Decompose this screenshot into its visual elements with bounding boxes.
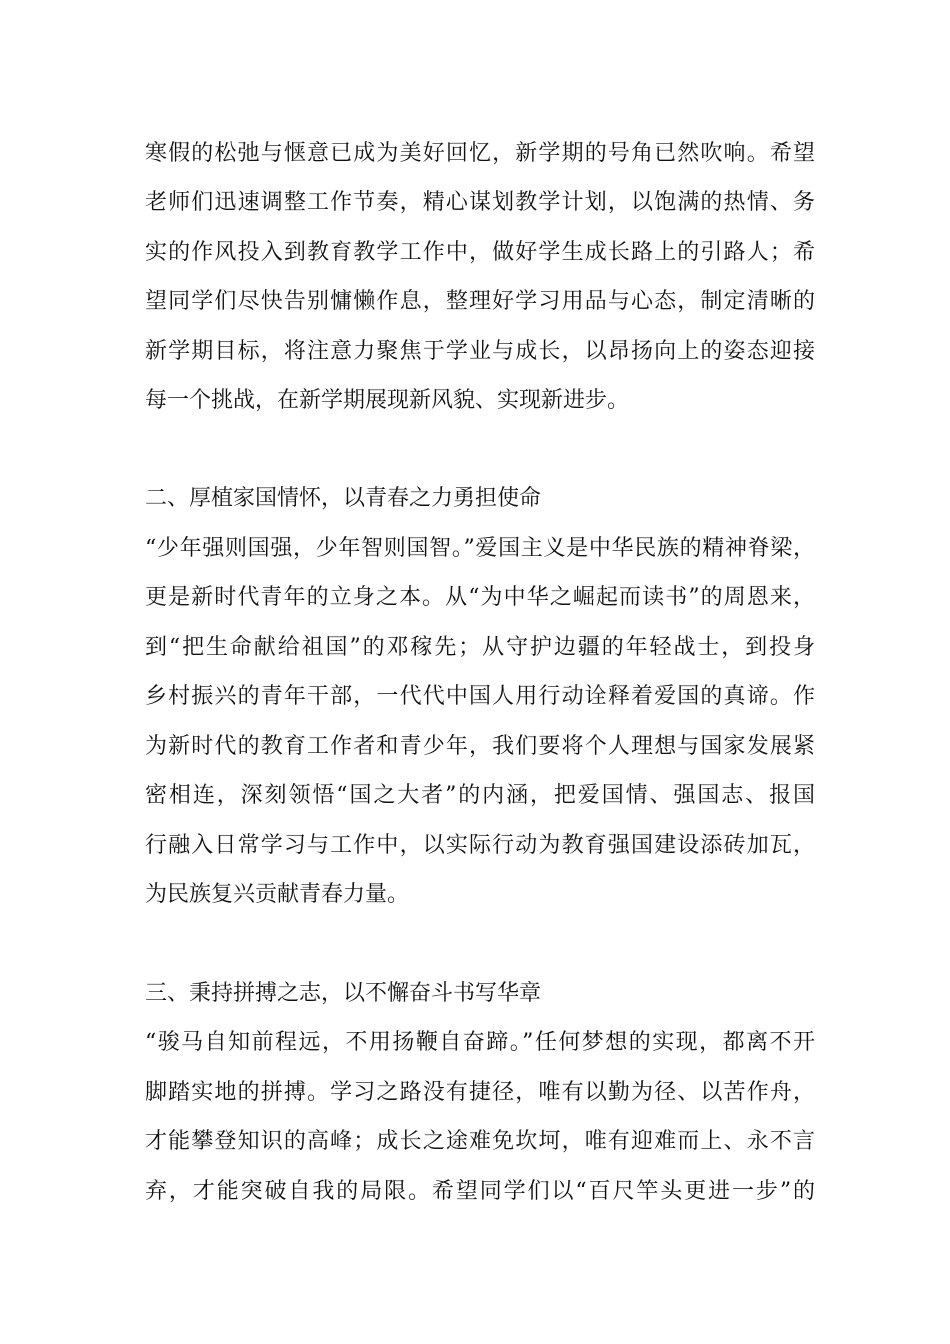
paragraph-line: 寒假的松弛与惬意已成为美好回忆，新学期的号角已然吹响。希望	[145, 141, 815, 166]
paragraph-line: 脚踏实地的拼搏。学习之路没有捷径，唯有以勤为径、以苦作舟，	[145, 1080, 815, 1105]
paragraph-line: “骏马自知前程远，不用扬鞭自奋蹄。”任何梦想的实现，都离不开	[145, 1030, 815, 1055]
section-heading: 二、厚植家国情怀，以青春之力勇担使命	[145, 486, 542, 511]
paragraph-line: 实的作风投入到教育教学工作中，做好学生成长路上的引路人；希	[145, 240, 815, 265]
paragraph-line: 望同学们尽快告别慵懒作息，整理好学习用品与心态，制定清晰的	[145, 289, 815, 314]
paragraph-line: 新学期目标，将注意力聚焦于学业与成长，以昂扬向上的姿态迎接	[145, 339, 815, 364]
paragraph-line: 为民族复兴贡献青春力量。	[145, 882, 410, 907]
paragraph-line: 到“把生命献给祖国”的邓稼先；从守护边疆的年轻战士，到投身	[145, 635, 815, 660]
paragraph-line: 乡村振兴的青年干部，一代代中国人用行动诠释着爱国的真谛。作	[145, 684, 815, 709]
section-heading: 三、秉持拼搏之志，以不懈奋斗书写华章	[145, 981, 542, 1006]
paragraph-line: 弃，才能突破自我的局限。希望同学们以“百尺竿头更进一步”的	[145, 1179, 815, 1204]
paragraph-line: 才能攀登知识的高峰；成长之途难免坎坷，唯有迎难而上、永不言	[145, 1129, 815, 1154]
paragraph-line: 老师们迅速调整工作节奏，精心谋划教学计划，以饱满的热情、务	[145, 190, 815, 215]
paragraph-line: “少年强则国强，少年智则国智。”爱国主义是中华民族的精神脊梁，	[145, 536, 815, 561]
paragraph-line: 每一个挑战，在新学期展现新风貌、实现新进步。	[145, 388, 630, 413]
paragraph-line: 更是新时代青年的立身之本。从“为中华之崛起而读书”的周恩来，	[145, 585, 815, 610]
paragraph-line: 密相连，深刻领悟“国之大者”的内涵，把爱国情、强国志、报国	[145, 783, 815, 808]
paragraph-line: 行融入日常学习与工作中，以实际行动为教育强国建设添砖加瓦，	[145, 833, 815, 858]
paragraph-line: 为新时代的教育工作者和青少年，我们要将个人理想与国家发展紧	[145, 734, 815, 759]
